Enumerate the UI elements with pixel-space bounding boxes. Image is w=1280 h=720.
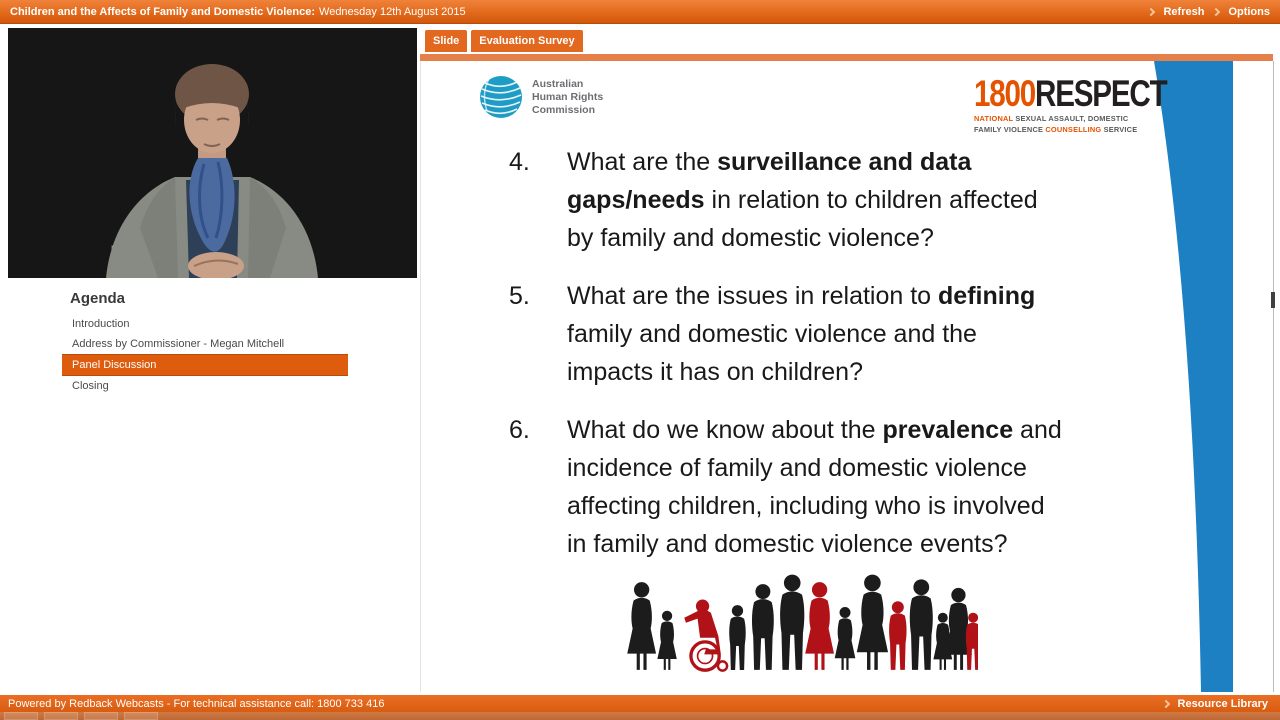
chevron-right-icon (1147, 8, 1155, 16)
question-number: 6. (509, 416, 530, 444)
footer-bar (0, 695, 1280, 712)
wheelchair-silhouette (684, 600, 727, 671)
question-number: 5. (509, 282, 530, 310)
question-line: What do we know about the prevalence and (567, 416, 1062, 444)
chevron-right-icon (1212, 8, 1220, 16)
slide-tabs (425, 30, 583, 52)
scrollbar-track[interactable] (1273, 61, 1274, 692)
question-line: in family and domestic violence events? (567, 530, 1008, 558)
agenda-panel (62, 290, 348, 396)
scrollbar-handle[interactable] (1271, 292, 1275, 308)
taskbar-remnant (0, 712, 1280, 720)
agenda-item-address-by-commissioner-megan-mitchell[interactable]: Address by Commissioner - Megan Mitchell (72, 338, 285, 350)
agenda-item-introduction[interactable]: Introduction (72, 318, 130, 330)
webcast-title (10, 6, 466, 18)
video-player[interactable] (8, 28, 417, 278)
respect-logo-tagline-1: NATIONAL SEXUAL ASSAULT, DOMESTIC (974, 114, 1129, 123)
question-line: What are the issues in relation to defining (567, 282, 1036, 310)
refresh-button[interactable]: Refresh (1163, 5, 1205, 18)
resource-library-button[interactable]: Resource Library (1163, 698, 1268, 710)
tab-slide[interactable]: Slide (425, 30, 467, 52)
tab-evaluation-survey[interactable]: Evaluation Survey (471, 30, 582, 52)
slide-question-list (509, 143, 1062, 583)
agenda-heading: Agenda (70, 290, 126, 307)
header-bar (0, 0, 1280, 24)
slide-question-5 (509, 277, 1062, 391)
options-button[interactable]: Options (1228, 5, 1270, 18)
header-nav (1148, 6, 1270, 18)
slide-question-6 (509, 411, 1062, 563)
crowd-silhouettes-image (626, 567, 978, 677)
respect-logo-tagline-2: FAMILY VIOLENCE COUNSELLING SERVICE (974, 125, 1138, 134)
powered-by-text: Powered by Redback Webcasts - For technical assistance call: 1800 733 416 (8, 697, 385, 710)
slide-blue-swoosh (1154, 61, 1234, 692)
question-line: gaps/needs in relation to children affected (567, 186, 1038, 214)
question-number: 4. (509, 148, 530, 176)
question-line: family and domestic violence and the (567, 320, 977, 348)
question-line: incidence of family and domestic violence (567, 454, 1027, 482)
agenda-item-closing[interactable]: Closing (72, 380, 109, 392)
slide-viewer (420, 61, 1273, 692)
chevron-right-icon (1161, 700, 1169, 708)
question-line: What are the surveillance and data (567, 148, 972, 176)
ahrc-logo (479, 75, 603, 119)
webcast-title-main: Children and the Affects of Family and Domestic Violence: (10, 5, 316, 18)
slide-question-4 (509, 143, 1062, 257)
question-line: impacts it has on children? (567, 358, 863, 386)
agenda-list (62, 314, 348, 396)
question-line: affecting children, including who is involved (567, 492, 1045, 520)
tab-underline-bar (420, 54, 1273, 61)
ahrc-logo-text: Australian Human Rights Commission (532, 77, 604, 116)
agenda-item-panel-discussion[interactable]: Panel Discussion (62, 354, 348, 376)
respect-logo (974, 73, 1167, 134)
webcast-title-date: Wednesday 12th August 2015 (319, 5, 466, 18)
question-line: by family and domestic violence? (567, 224, 934, 252)
ahrc-globe-icon (479, 75, 523, 119)
speaker-video-frame (8, 28, 417, 278)
respect-logo-wordmark: 1800RESPECT (974, 73, 1167, 114)
